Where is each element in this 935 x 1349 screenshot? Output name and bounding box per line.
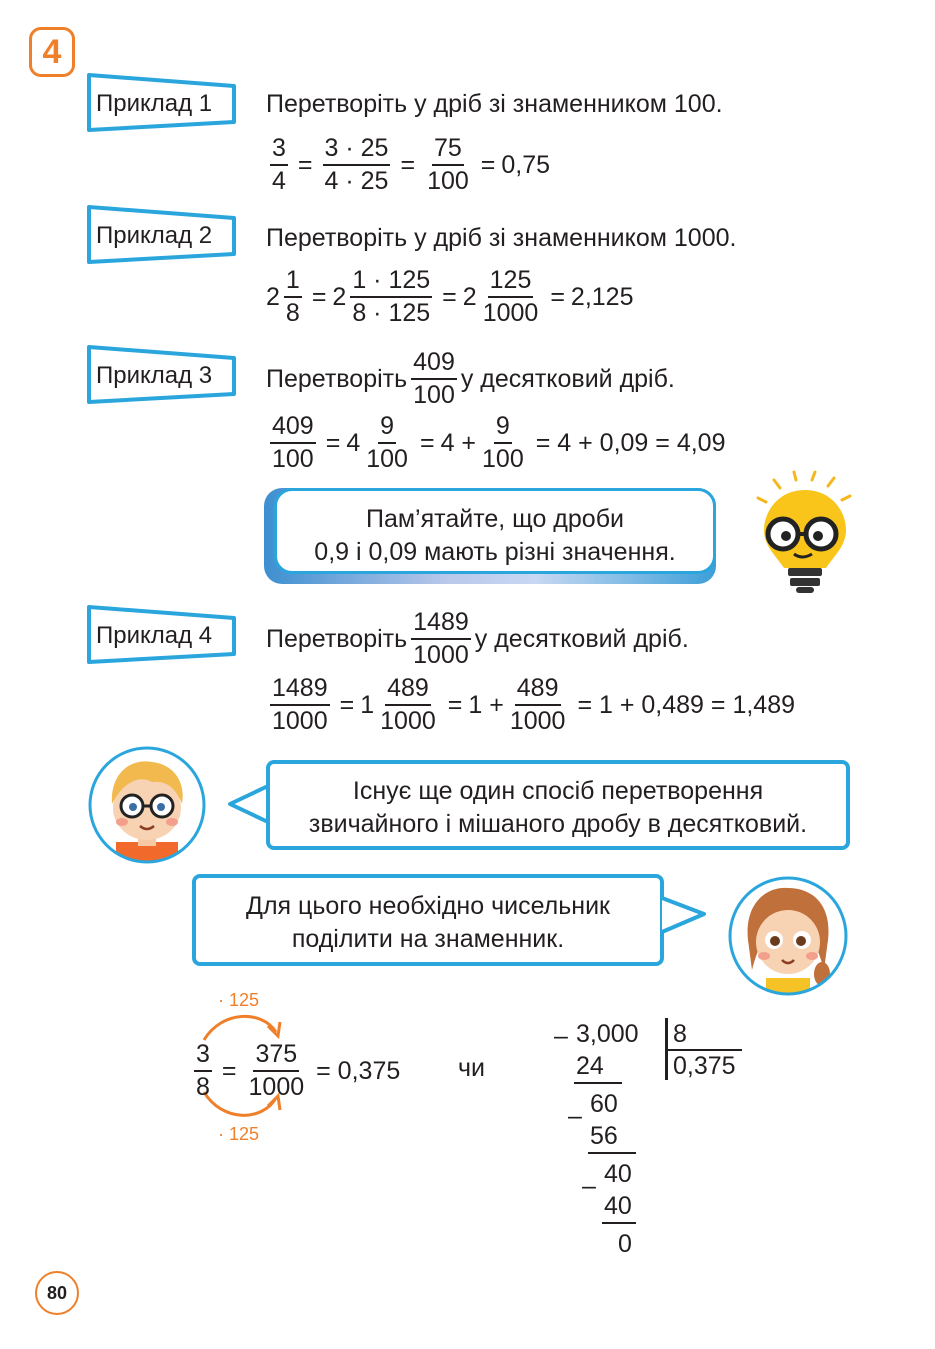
example-4-task: Перетворіть $\frac{1489}{1000}$ у десятковий дріб. bbox=[266, 608, 689, 669]
example-4-equation: $\frac{1489}{1000}$ = 1 $\frac{489}{1000}$ = 1 + $\frac{489}{1000}$ = 1 + 0,489 = 1,489 bbox=[272, 674, 796, 735]
example-tag-label: Приклад 4 bbox=[96, 622, 213, 649]
dividend: 3,000 bbox=[576, 1020, 639, 1048]
multiplier-top: · 125 bbox=[218, 990, 260, 1010]
note-line-2: 0,9 і 0,09 мають різні значення. bbox=[314, 538, 676, 566]
multiplier-bottom: · 125 bbox=[218, 1124, 260, 1144]
girl-avatar bbox=[726, 874, 850, 998]
example-tag-label: Приклад 2 bbox=[96, 222, 213, 249]
example-3-task: Перетворіть $\frac{409}{100}$ у десятковий дріб. bbox=[266, 348, 675, 409]
result: 0,75 bbox=[501, 150, 551, 179]
boy-bubble-line-2: звичайного і мішаного дробу в десятковий. bbox=[308, 810, 808, 838]
step-6: 0 bbox=[618, 1230, 632, 1258]
example-1-equation: $\frac{3}{4}$ = $\frac{3 \cdot 25}{4 \cdot 25}$ = $\frac{75}{100}$ = 0,75 bbox=[272, 134, 551, 195]
fraction: $\frac{3}{8}$ bbox=[196, 1040, 210, 1101]
step-5: 40 bbox=[604, 1192, 632, 1220]
example-3-equation: $\frac{409}{100}$ = 4 $\frac{9}{100}$ = 4 + $\frac{9}{100}$ = 4 + 0,09 = 4,09 bbox=[272, 412, 726, 473]
bubble-tail bbox=[226, 782, 270, 826]
page-number: 80 bbox=[35, 1271, 79, 1315]
step-4: 40 bbox=[604, 1160, 632, 1188]
bubble-tail bbox=[660, 894, 708, 938]
step-2: 60 bbox=[590, 1090, 618, 1118]
step-3: 56 bbox=[590, 1122, 618, 1150]
example-3-tag bbox=[86, 344, 236, 404]
divisor-line bbox=[666, 1049, 742, 1051]
fraction: $\frac{125}{1000}$ bbox=[482, 266, 539, 327]
fraction: $\frac{9}{100}$ bbox=[482, 412, 524, 473]
fraction: $\frac{489}{1000}$ bbox=[380, 674, 436, 735]
divisor: 8 bbox=[673, 1020, 687, 1048]
quotient: 0,375 bbox=[673, 1052, 736, 1080]
final-equation: $\frac{3}{8}$ = $\frac{375}{1000}$ = 0,375 bbox=[196, 1040, 401, 1101]
girl-bubble-line-1: Для цього необхідно чисельник bbox=[246, 892, 610, 920]
fraction: $\frac{3}{4}$ bbox=[272, 134, 286, 195]
boy-bubble-line-1: Існує ще один спосіб перетворення bbox=[352, 777, 764, 805]
note-line-1: Пам’ятайте, що дроби bbox=[366, 505, 624, 533]
fraction: $\frac{409}{100}$ bbox=[413, 348, 455, 409]
fraction: $\frac{75}{100}$ bbox=[427, 134, 469, 195]
fraction: $\frac{9}{100}$ bbox=[366, 412, 408, 473]
lightbulb-icon bbox=[750, 468, 860, 603]
boy-avatar bbox=[86, 744, 208, 866]
note-box bbox=[274, 488, 716, 574]
example-1-task: Перетворіть у дріб зі знаменником 100. bbox=[266, 90, 723, 118]
fraction: $\frac{1489}{1000}$ bbox=[272, 674, 328, 735]
example-tag-label: Приклад 3 bbox=[96, 362, 213, 389]
example-1-tag bbox=[86, 72, 236, 132]
fraction: $\frac{1}{8}$ bbox=[285, 266, 300, 327]
example-4-tag bbox=[86, 604, 236, 664]
fraction: $\frac{3 \cdot 25}{4 \cdot 25}$ bbox=[324, 134, 389, 195]
fraction: $\frac{409}{100}$ bbox=[272, 412, 314, 473]
chapter-badge: 4 bbox=[29, 27, 75, 77]
result: 2,125 bbox=[570, 282, 634, 311]
example-2-tag bbox=[86, 204, 236, 264]
fraction: $\frac{1489}{1000}$ bbox=[413, 608, 469, 669]
fraction: $\frac{489}{1000}$ bbox=[509, 674, 566, 735]
girl-bubble-line-2: поділити на знаменник. bbox=[291, 925, 565, 953]
example-2-equation: 2 $\frac{1}{8}$ = 2 $\frac{1 \cdot 125}{8 \cdot 125}$ = 2 $\frac{125}{1000}$ = 2,125 bbox=[266, 266, 634, 327]
long-division: – 3,000 8 0,375 24 – 60 56 – 40 40 0 bbox=[540, 1016, 760, 1266]
example-tag-label: Приклад 1 bbox=[96, 90, 213, 117]
step-1: 24 bbox=[576, 1052, 604, 1080]
boy-speech-bubble bbox=[266, 760, 850, 850]
fraction: $\frac{375}{1000}$ bbox=[248, 1040, 305, 1101]
fraction: $\frac{1 \cdot 125}{8 \cdot 125}$ bbox=[352, 266, 431, 327]
example-2-task: Перетворіть у дріб зі знаменником 1000. bbox=[266, 224, 737, 252]
or-word: чи bbox=[458, 1054, 485, 1082]
girl-speech-bubble bbox=[192, 874, 664, 966]
